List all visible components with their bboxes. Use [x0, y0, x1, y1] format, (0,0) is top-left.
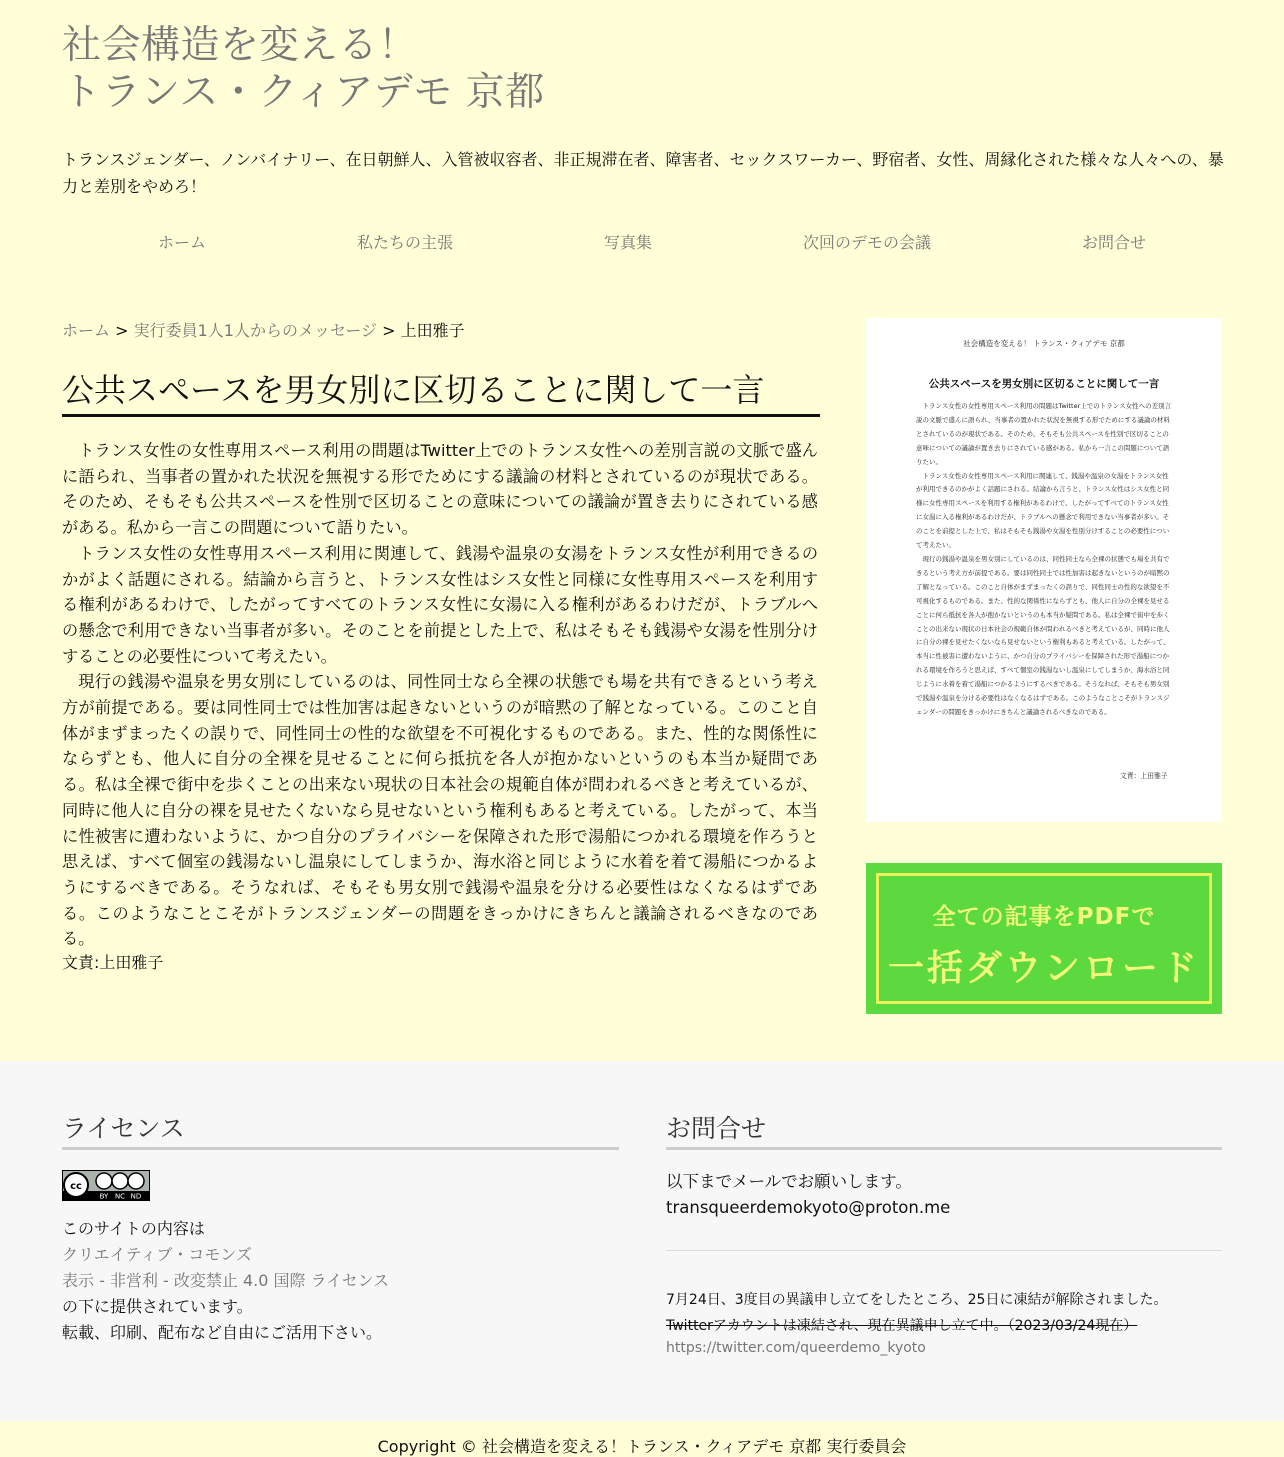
contact-email[interactable]: transqueerdemokyoto@proton.me: [666, 1198, 951, 1217]
by-icon: [96, 1173, 112, 1189]
breadcrumb-parent-link[interactable]: 実行委員1人1人からのメッセージ: [133, 321, 377, 340]
twitter-unfrozen-note: 7月24日、3度目の異議申し立てをしたところ、25日に凍結が解除されました。: [666, 1292, 1168, 1308]
main-nav: [62, 230, 1222, 260]
pdf-thumbnail[interactable]: [866, 318, 1222, 822]
nd-icon: [128, 1173, 144, 1189]
pdf-download-banner[interactable]: [866, 863, 1222, 1014]
nav-item-next-meeting[interactable]: 次回のデモの会議: [803, 233, 932, 252]
site-title-line2[interactable]: トランス・クィアデモ 京都: [62, 70, 545, 115]
article-title: 公共スペースを男女別に区切ることに関して一言: [62, 368, 820, 417]
article-author: 文責:上田雅子: [62, 953, 164, 972]
nav-item-home[interactable]: ホーム: [158, 233, 207, 252]
badge-by-label: BY: [99, 1192, 109, 1201]
nav-item-contact[interactable]: お問合せ: [1082, 233, 1147, 252]
banner-line2: 一括ダウンロード: [887, 948, 1200, 989]
breadcrumb-home-link[interactable]: ホーム: [62, 321, 111, 340]
cc-icon-text: cc: [70, 1181, 82, 1192]
site-title-line1[interactable]: 社会構造を変える！: [62, 23, 418, 68]
license-text-after1: の下に提供されています。: [62, 1297, 253, 1316]
nav-item-our-claims[interactable]: 私たちの主張: [357, 233, 454, 252]
cc-license-badge[interactable]: [62, 1170, 150, 1201]
license-link-line2[interactable]: 表示 - 非営利 - 改変禁止 4.0 国際 ライセンス: [62, 1271, 390, 1290]
banner-line1: 全ての記事をPDFで: [932, 904, 1156, 930]
thumbnail-paragraph: トランス女性の女性専用スペース利用に関連して、銭湯や温泉の女湯をトランス女性が利用できるのかがよく話題にされる。結論から言うと、トランス女性はシス女性と同様に女性専用スペースを利用する権利があるわけで、したがってすべてのトランス女性に女湯に入る権利があるわけだが、トラブルへの懸念で利用できない当事者が多い。そのことを前提とした上で、私はそもそも銭湯や女湯を性別分けすることの必要性について考えたい。: [916, 471, 1170, 550]
thumbnail-paragraph: トランス女性の女性専用スペース利用の問題はTwitter上でのトランス女性への差別言説の文脈で盛んに語られ、当事者の置かれた状況を無視する形でためにする議論の材料とされているのが現状である。そのため、そもそも公共スペースを性別で区切ることの意味についての議論が置き去りにされている感がある。私から一言この問題について語りたい。: [916, 402, 1172, 466]
article-paragraph: トランス女性の女性専用スペース利用の問題はTwitter上でのトランス女性への差別言説の文脈で盛んに語られ、当事者の置かれた状況を無視する形でためにする議論の材料とされているのが現状である。そのため、そもそも公共スペースを性別で区切ることの意味についての議論が置き去りにされている感がある。私から一言この問題について語りたい。: [62, 441, 818, 538]
breadcrumb-current: 上田雅子: [400, 321, 465, 340]
contact-text: [666, 1169, 1222, 1221]
nc-icon: [112, 1173, 128, 1189]
contact-line1: 以下までメールでお願いします。: [666, 1172, 912, 1191]
license-text-after2: 転載、印刷、配布など自由にご活用下さい。: [62, 1323, 383, 1342]
thumbnail-author: 文責：上田雅子: [1120, 772, 1168, 780]
thumbnail-title: 公共スペースを男女別に区切ることに関して一言: [928, 378, 1160, 390]
badge-nc-label: NC: [114, 1192, 126, 1201]
license-link-line1[interactable]: クリエイティブ・コモンズ: [62, 1245, 252, 1264]
footer: [0, 1061, 1284, 1421]
license-heading: ライセンス: [62, 1111, 619, 1150]
twitter-frozen-note: Twitterアカウントは凍結され、現在異議申し立て中。（2023/03/24現在）: [666, 1318, 1138, 1334]
footer-divider: [666, 1250, 1222, 1251]
copyright: Copyright © 社会構造を変える！トランス・クィアデモ 京都 実行委員会: [377, 1437, 907, 1456]
breadcrumb-separator: >: [377, 321, 401, 340]
thumbnail-paragraph: 現行の銭湯や温泉を男女別にしているのは、同性同士なら全裸の状態でも場を共有できるという考え方が前提である。要は同性同士では性加害は起きないというのが暗黙の了解となっている。このこと自体がまずまったくの誤りで、同性同士の性的な欲望を不可視化するものである。また、性的な関係性にならずとも、他人に自分の全裸を見せることに何ら抵抗を各人が抱かないというのも本当か疑問である。私は全裸で街中を歩くことの出来ない現状の日本社会の規範自体が問われるべきと考えているが、同時に他人に自分の裸を見せたくないなら見せないという権利もあると考えている。したがって、本当に性被害に遭わないように、かつ自分のプライバシーを保障された形で湯船につかれる環境を作ろうと思えば、すべて個室の銭湯ないし温泉にしてしまうか、海水浴と同じように水着を着て湯船につかるようにするべきである。そうなれば、そもそも男女別で銭湯や温泉を分ける必要性はなくなるはずである。このようなことこそがトランスジェンダーの問題をきっかけにきちんと議論されるべきなのである。: [916, 554, 1170, 716]
nav-item-photos[interactable]: 写真集: [604, 233, 653, 252]
thumbnail-header: 社会構造を変える！ トランス・クィアデモ 京都: [963, 339, 1125, 348]
twitter-link[interactable]: https://twitter.com/queerdemo_kyoto: [666, 1340, 926, 1356]
article-paragraph: トランス女性の女性専用スペース利用に関連して、銭湯や温泉の女湯をトランス女性が利用できるのかがよく話題にされる。結論から言うと、トランス女性はシス女性と同様に女性専用スペースを利用する権利があるわけで、したがってすべてのトランス女性に女湯に入る権利があるわけだが、トラブルへの懸念で利用できない当事者が多い。そのことを前提とした上で、私はそもそも銭湯や女湯を性別分けすることの必要性について考えたい。: [62, 543, 818, 666]
breadcrumb-separator: >: [110, 321, 134, 340]
badge-nd-label: ND: [130, 1192, 142, 1201]
license-text: [62, 1216, 542, 1346]
article-paragraph: 現行の銭湯や温泉を男女別にしているのは、同性同士なら全裸の状態でも場を共有できるという考え方が前提である。要は同性同士では性加害は起きないというのが暗黙の了解となっている。このこと自体がまずまったくの誤りで、同性同士の性的な欲望を不可視化するものである。また、性的な関係性にならずとも、他人に自分の全裸を見せることに何ら抵抗を各人が抱かないというのも本当か疑問である。私は全裸で街中を歩くことの出来ない現状の日本社会の規範自体が問われるべきと考えているが、同時に他人に自分の裸を見せたくないなら見せないという権利もあると考えている。したがって、本当に性被害に遭わないように、かつ自分のプライバシーを保障された形で湯船につかれる環境を作ろうと思えば、すべて個室の銭湯ないし温泉にしてしまうか、海水浴と同じように水着を着て湯船につかるようにするべきである。そうなれば、そもそも男女別で銭湯や温泉を分ける必要性はなくなるはずである。このようなことこそがトランスジェンダーの問題をきっかけにきちんと議論されるべきなのである。: [62, 672, 818, 949]
site-tagline: トランスジェンダー、ノンバイナリー、在日朝鮮人、入管被収容者、非正規滞在者、障害者、セックスワーカー、野宿者、女性、周縁化された様々な人々への、暴力と差別をやめろ！: [62, 150, 1224, 196]
license-text-before: このサイトの内容は: [62, 1219, 205, 1238]
banner-frame: [876, 873, 1212, 1004]
contact-heading: お問合せ: [666, 1111, 1222, 1150]
thumbnail-body: [916, 400, 1172, 720]
site-title[interactable]: [62, 22, 545, 116]
breadcrumb: [62, 318, 465, 341]
article-body: [62, 438, 818, 952]
